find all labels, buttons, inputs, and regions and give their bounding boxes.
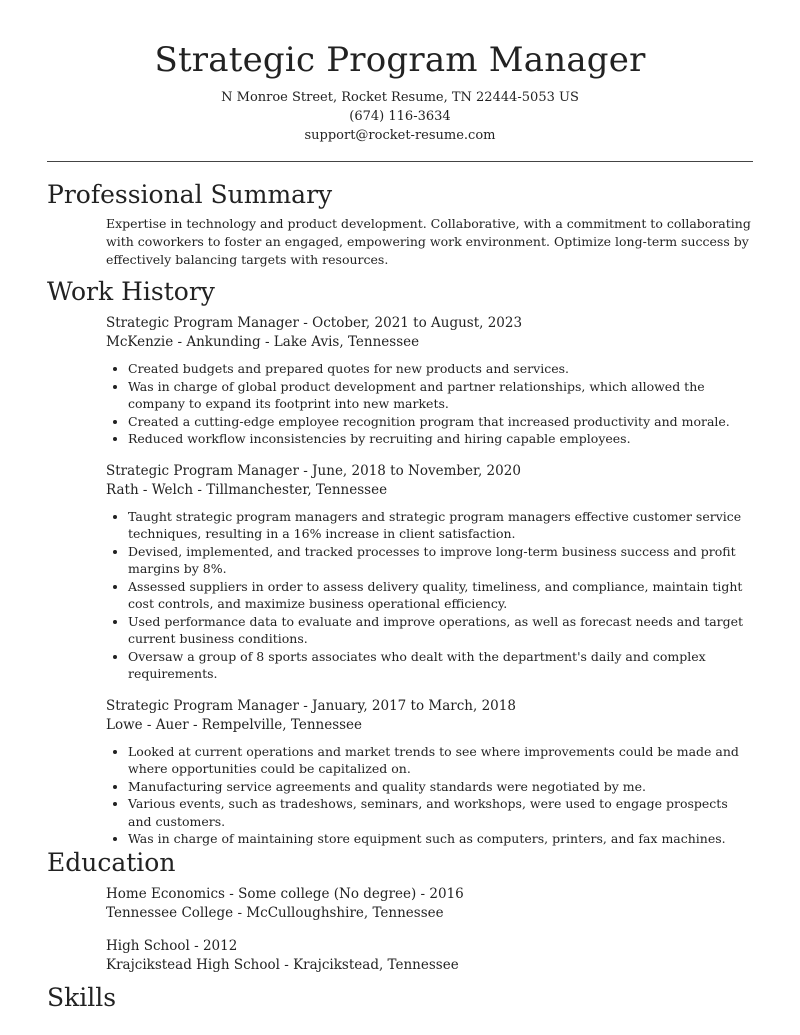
address: N Monroe Street, Rocket Resume, TN 22444-5053 US [221, 90, 579, 105]
summary-text: Expertise in technology and product development. Collaborative, with a commitment to collaborating with coworkers to foster an engaged, empowering work environment. Optimize long-term success by effectively balancing targets with resources. [106, 216, 751, 267]
email-address: support@rocket-resume.com [304, 128, 496, 143]
job-bullet: • Was in charge of maintaining store equipment such as computers, printers, and fax machines. [128, 830, 753, 848]
header-divider [47, 161, 753, 162]
job-bullet: • Assessed suppliers in order to assess delivery quality, timeliness, and compliance, maintain tight cost controls, and maximize business operational efficiency. [128, 578, 753, 613]
job-bullets [106, 360, 753, 448]
job-bullet: • Created a cutting-edge employee recognition program that increased productivity and morale. [128, 413, 753, 431]
job-title-line: Strategic Program Manager - January, 2017 to March, 2018 [106, 697, 516, 714]
job-title-line: Strategic Program Manager - June, 2018 to November, 2020 [106, 462, 521, 479]
job-bullet: • Devised, implemented, and tracked processes to improve long-term business success and profit margins by 8%. [128, 543, 753, 578]
education-section [0, 885, 800, 975]
job-bullets [106, 743, 753, 848]
job-entry [106, 462, 753, 683]
job-bullet: • Looked at current operations and market trends to see where improvements could be made and where opportunities could be capitalized on. [128, 743, 753, 778]
section-title-skills: Skills [47, 982, 117, 1012]
job-entry [106, 314, 753, 448]
job-bullet: • Taught strategic program managers and strategic program managers effective customer service techniques, resulting in a 16% increase in client satisfaction. [128, 508, 753, 543]
section-title-summary: Professional Summary [47, 180, 333, 209]
education-entry [106, 937, 753, 975]
job-bullet: • Created budgets and prepared quotes for new products and services. [128, 360, 753, 378]
resume-header [0, 0, 800, 145]
phone-number: (674) 116-3634 [349, 109, 451, 124]
job-company-line: McKenzie - Ankunding - Lake Avis, Tennessee [106, 334, 420, 350]
job-bullet: • Was in charge of global product development and partner relationships, which allowed the company to expand its footprint into new markets. [128, 378, 753, 413]
job-title-line: Strategic Program Manager - October, 2021 to August, 2023 [106, 315, 523, 331]
job-bullet: • Reduced workflow inconsistencies by recruiting and hiring capable employees. [128, 430, 753, 448]
job-bullet: • Various events, such as tradeshows, seminars, and workshops, were used to engage prospects and customers. [128, 795, 753, 830]
education-degree-line: Home Economics - Some college (No degree) - 2016 [106, 885, 464, 902]
job-bullet: • Manufacturing service agreements and quality standards were negotiated by me. [128, 778, 753, 796]
job-company-line: Lowe - Auer - Rempelville, Tennessee [106, 716, 363, 733]
section-title-work-history: Work History [47, 277, 215, 306]
education-school-line: Tennessee College - McCulloughshire, Tennessee [106, 904, 444, 921]
work-history-section [0, 314, 800, 848]
job-entry [106, 697, 753, 848]
job-bullet: • Used performance data to evaluate and improve operations, as well as forecast needs and target current business conditions. [128, 613, 753, 648]
education-degree-line: High School - 2012 [106, 937, 238, 954]
section-title-education: Education [47, 847, 176, 877]
job-bullet: • Oversaw a group of 8 sports associates who dealt with the department's daily and complex requirements. [128, 648, 753, 683]
job-bullets [106, 508, 753, 683]
education-entry [106, 885, 753, 923]
job-company-line: Rath - Welch - Tillmanchester, Tennessee [106, 481, 388, 498]
education-school-line: Krajcikstead High School - Krajcikstead, Tennessee [106, 956, 459, 973]
summary-section [0, 215, 800, 269]
candidate-name: Strategic Program Manager [154, 40, 646, 80]
